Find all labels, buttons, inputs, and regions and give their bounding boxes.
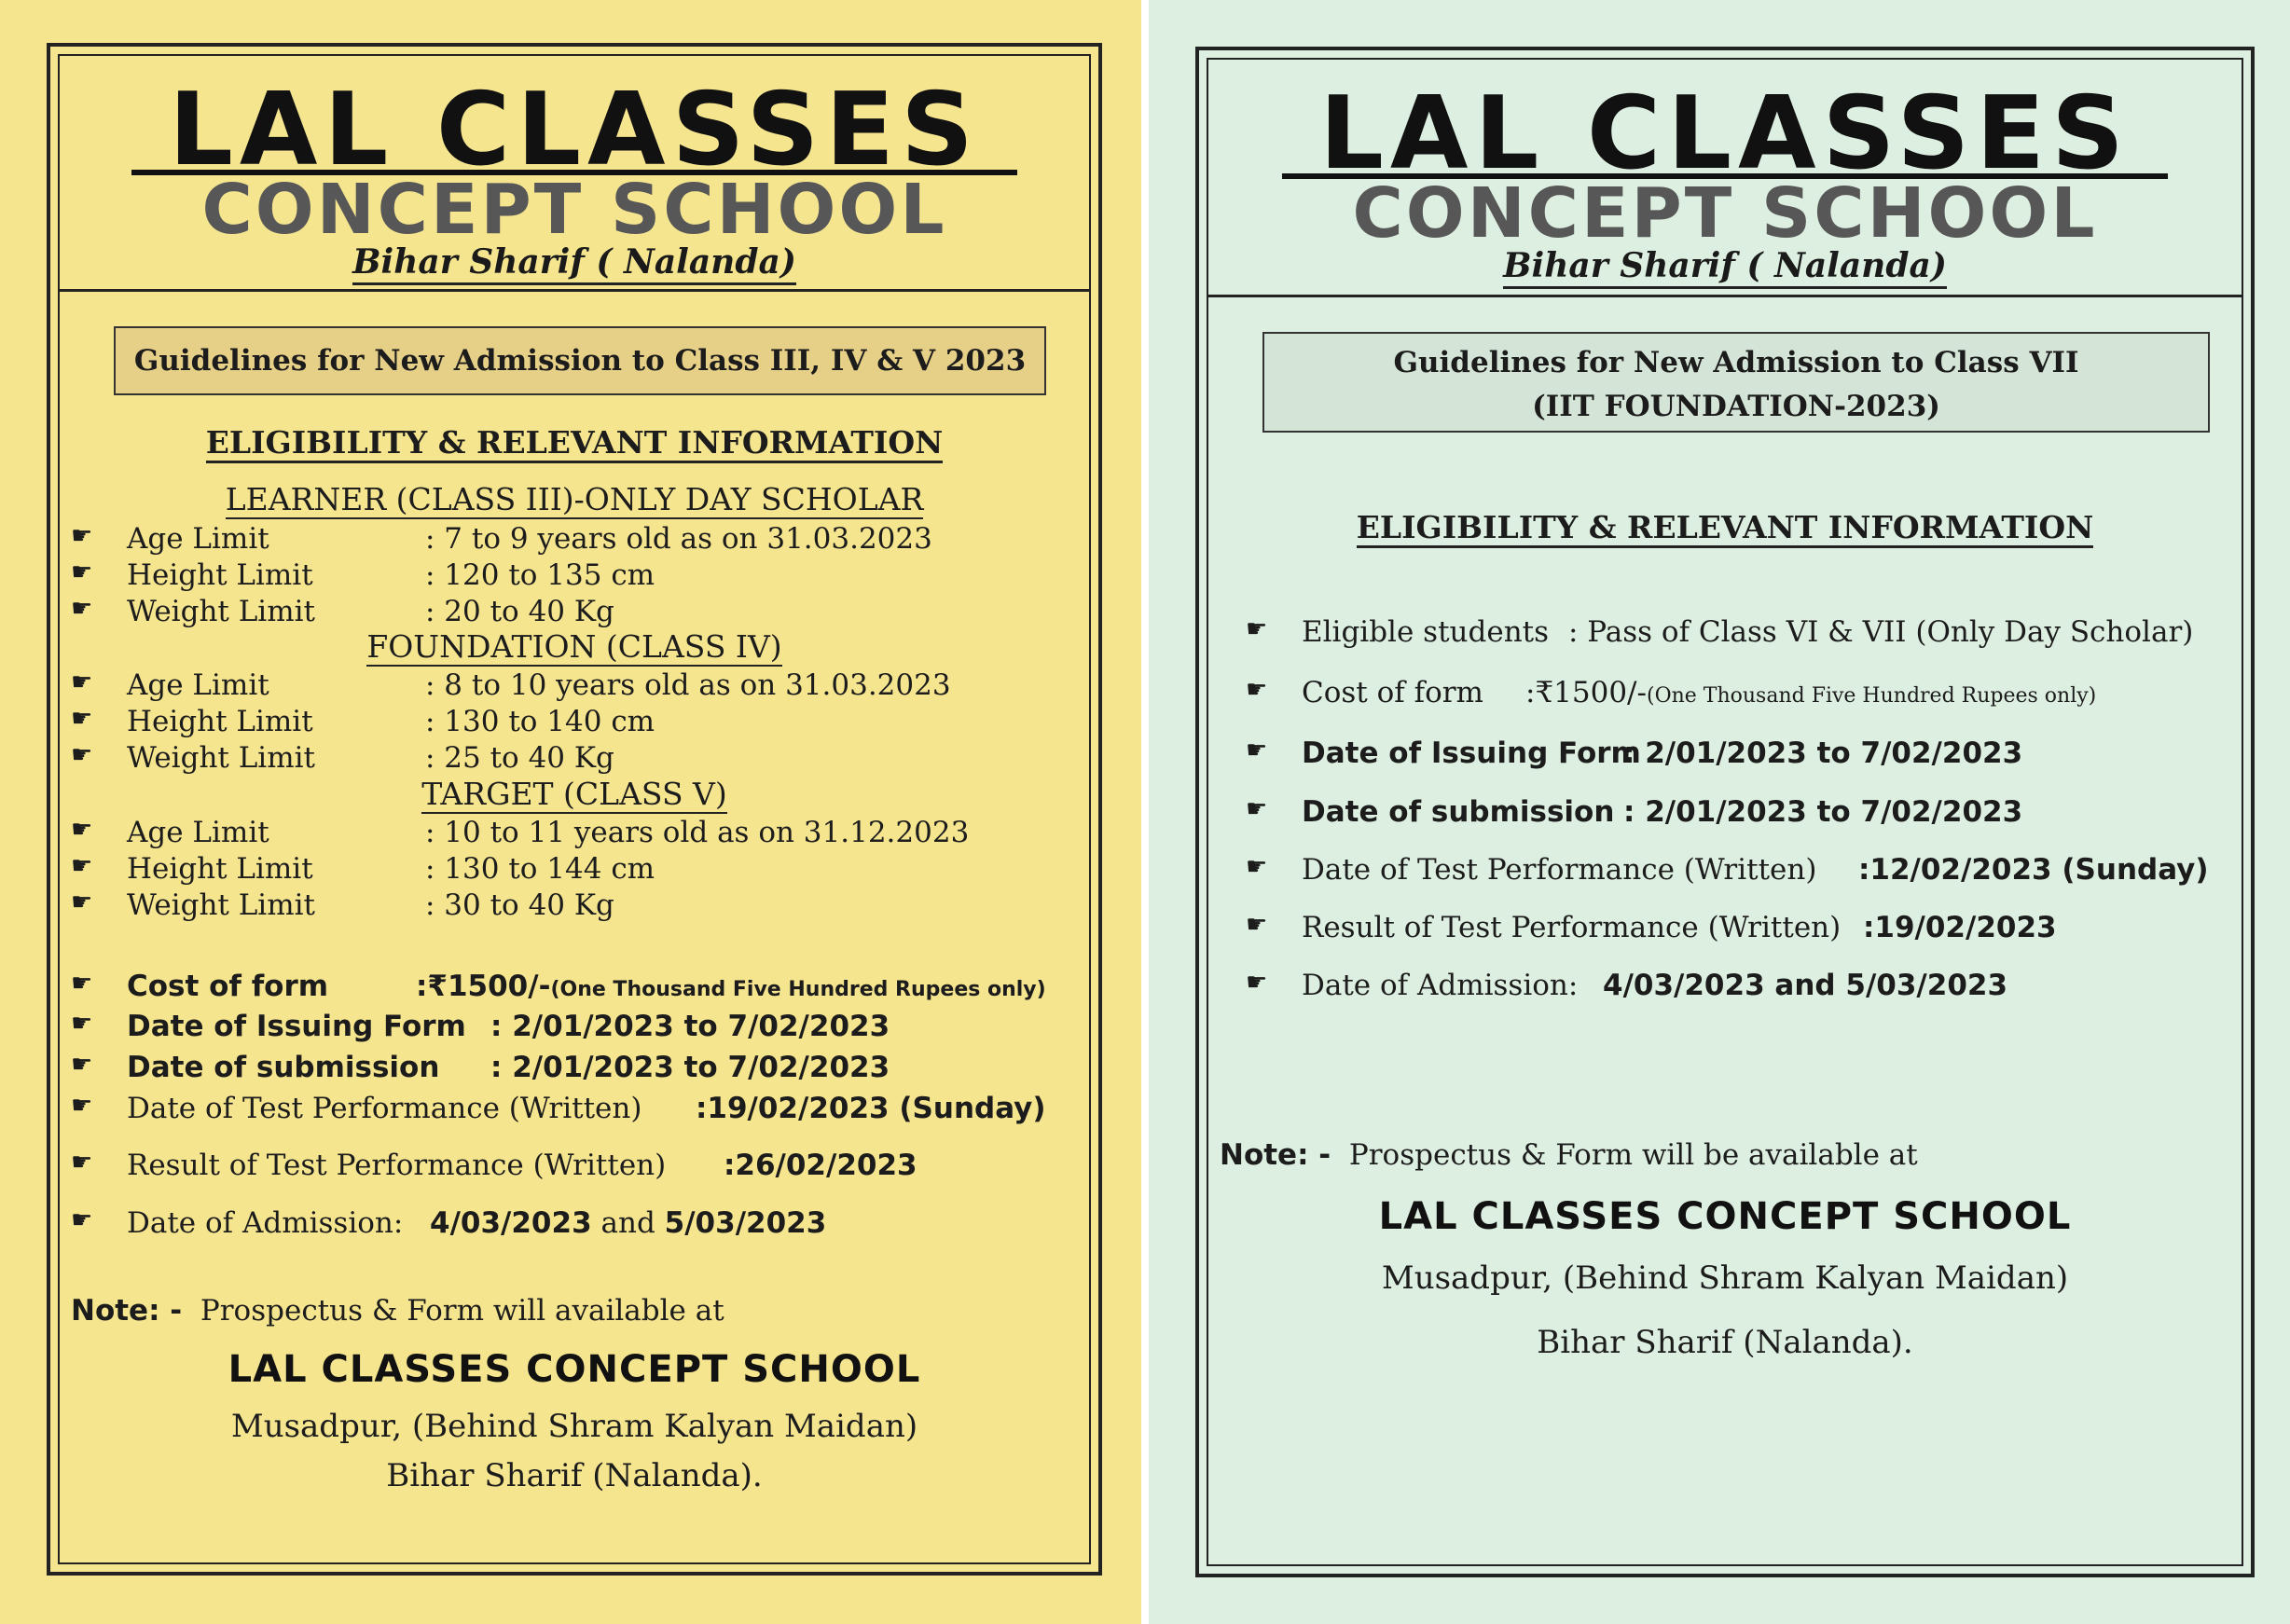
pointing-hand-icon: ☛ bbox=[71, 888, 93, 916]
left-section-heading bbox=[60, 776, 1089, 812]
pointing-hand-icon: ☛ bbox=[71, 1149, 93, 1177]
left-guideline-box: Guidelines for New Admission to Class III, IV & V 2023 bbox=[114, 326, 1046, 395]
left-title: LAL CLASSES bbox=[169, 72, 980, 188]
left-issue-row bbox=[71, 1010, 1078, 1047]
test-label: Date of Test Performance (Written) bbox=[127, 1092, 642, 1125]
right-test-row bbox=[1246, 853, 2230, 890]
eligible-value: : Pass of Class VI & VII (Only Day Scholar) bbox=[1568, 615, 2194, 649]
row-label: Height Limit bbox=[127, 852, 313, 886]
right-issue-row bbox=[1246, 736, 2230, 774]
right-frame bbox=[1195, 47, 2255, 1577]
row-value: : 120 to 135 cm bbox=[425, 558, 655, 592]
pointing-hand-icon: ☛ bbox=[71, 970, 93, 998]
left-place-text: Bihar Sharif ( Nalanda) bbox=[352, 242, 796, 285]
right-place bbox=[1208, 246, 2242, 285]
left-row bbox=[71, 816, 1078, 853]
left-section-heading bbox=[60, 481, 1089, 517]
cost-value-group bbox=[1525, 676, 2096, 709]
test-value: :12/02/2023 (Sunday) bbox=[1858, 853, 2209, 887]
submission-value: : 2/01/2023 to 7/02/2023 bbox=[490, 1051, 890, 1084]
left-row bbox=[71, 852, 1078, 889]
issue-label: Date of Issuing Form bbox=[127, 1010, 466, 1043]
issue-value: : 2/01/2023 to 7/02/2023 bbox=[1623, 736, 2023, 770]
right-subtitle: CONCEPT SCHOOL bbox=[1352, 173, 2098, 254]
test-label: Date of Test Performance (Written) bbox=[1302, 853, 1817, 887]
submission-label: Date of submission bbox=[1302, 795, 1615, 829]
note-text: Prospectus & Form will available at bbox=[200, 1294, 724, 1328]
pointing-hand-icon: ☛ bbox=[71, 1092, 93, 1120]
left-result-row bbox=[71, 1149, 1078, 1186]
cost-note: (One Thousand Five Hundred Rupees only) bbox=[550, 978, 1046, 1001]
right-school-name: LAL CLASSES CONCEPT SCHOOL bbox=[1378, 1195, 2072, 1238]
left-inner-frame bbox=[58, 54, 1091, 1564]
left-admission-row bbox=[71, 1206, 1078, 1244]
right-submission-row bbox=[1246, 795, 2230, 833]
left-row bbox=[71, 888, 1078, 926]
left-row bbox=[71, 522, 1078, 559]
right-title: LAL CLASSES bbox=[1319, 76, 2131, 192]
pointing-hand-icon: ☛ bbox=[1246, 853, 1268, 881]
admission-label: Date of Admission: bbox=[1302, 969, 1579, 1002]
left-note bbox=[71, 1294, 724, 1328]
result-label: Result of Test Performance (Written) bbox=[1302, 911, 1842, 944]
right-place-text: Bihar Sharif ( Nalanda) bbox=[1503, 246, 1947, 289]
left-row bbox=[71, 705, 1078, 742]
note-label: Note: - bbox=[71, 1294, 183, 1328]
result-value: :26/02/2023 bbox=[724, 1149, 917, 1182]
pointing-hand-icon: ☛ bbox=[1246, 969, 1268, 997]
cost-label: Cost of form bbox=[1302, 676, 1483, 709]
left-flyer bbox=[0, 0, 1141, 1624]
note-label: Note: - bbox=[1220, 1138, 1331, 1172]
right-address-1: Musadpur, (Behind Shram Kalyan Maidan) bbox=[1381, 1259, 2069, 1297]
right-header bbox=[1208, 60, 2242, 297]
row-value: : 130 to 144 cm bbox=[425, 852, 655, 886]
right-eligible-row bbox=[1246, 615, 2230, 653]
left-header bbox=[60, 56, 1089, 292]
left-place bbox=[60, 242, 1089, 282]
pointing-hand-icon: ☛ bbox=[1246, 676, 1268, 704]
note-text: Prospectus & Form will be available at bbox=[1348, 1138, 1918, 1172]
admission-values bbox=[430, 1206, 826, 1240]
row-label: Age Limit bbox=[127, 816, 269, 849]
cost-value-group bbox=[416, 970, 1046, 1003]
left-section2-heading: FOUNDATION (CLASS IV) bbox=[366, 628, 782, 665]
pointing-hand-icon: ☛ bbox=[1246, 615, 1268, 643]
row-label: Height Limit bbox=[127, 705, 313, 738]
right-note bbox=[1220, 1138, 1918, 1172]
right-result-row bbox=[1246, 911, 2230, 948]
result-value: :19/02/2023 bbox=[1863, 911, 2057, 944]
left-row bbox=[71, 595, 1078, 632]
pointing-hand-icon: ☛ bbox=[1246, 795, 1268, 823]
pointing-hand-icon: ☛ bbox=[71, 558, 93, 586]
row-value: : 7 to 9 years old as on 31.03.2023 bbox=[425, 522, 932, 556]
row-label: Weight Limit bbox=[127, 888, 315, 922]
left-test-row bbox=[71, 1092, 1078, 1129]
left-section-heading bbox=[60, 628, 1089, 665]
cost-note: (One Thousand Five Hundred Rupees only) bbox=[1646, 684, 2097, 708]
admission-value: 4/03/2023 and 5/03/2023 bbox=[1603, 969, 2008, 1002]
right-eligibility-text: ELIGIBILITY & RELEVANT INFORMATION bbox=[1357, 509, 2094, 548]
left-cost-row bbox=[71, 970, 1078, 1007]
left-eligibility-text: ELIGIBILITY & RELEVANT INFORMATION bbox=[206, 424, 944, 463]
pointing-hand-icon: ☛ bbox=[1246, 911, 1268, 939]
guideline-line-2: (IIT FOUNDATION-2023) bbox=[1532, 389, 1940, 423]
pointing-hand-icon: ☛ bbox=[71, 816, 93, 844]
right-cost-row bbox=[1246, 676, 2230, 713]
admission-label: Date of Admission: bbox=[127, 1206, 404, 1240]
left-subtitle: CONCEPT SCHOOL bbox=[201, 170, 947, 250]
left-row bbox=[71, 668, 1078, 706]
issue-value: : 2/01/2023 to 7/02/2023 bbox=[490, 1010, 890, 1043]
left-submission-row bbox=[71, 1051, 1078, 1088]
right-flyer bbox=[1149, 0, 2290, 1624]
left-row bbox=[71, 558, 1078, 596]
row-value: : 10 to 11 years old as on 31.12.2023 bbox=[425, 816, 970, 849]
row-value: : 25 to 40 Kg bbox=[425, 741, 614, 775]
cost-label: Cost of form bbox=[127, 970, 329, 1003]
row-value: : 20 to 40 Kg bbox=[425, 595, 614, 628]
issue-label: Date of Issuing Form bbox=[1302, 736, 1641, 770]
pointing-hand-icon: ☛ bbox=[71, 705, 93, 733]
right-eligibility-heading bbox=[1208, 509, 2242, 545]
pointing-hand-icon: ☛ bbox=[71, 522, 93, 550]
admission-and: and bbox=[600, 1206, 655, 1240]
pointing-hand-icon: ☛ bbox=[71, 668, 93, 696]
right-inner-frame bbox=[1207, 58, 2243, 1566]
pointing-hand-icon: ☛ bbox=[71, 1051, 93, 1079]
pointing-hand-icon: ☛ bbox=[71, 852, 93, 880]
left-row bbox=[71, 741, 1078, 778]
left-address-1: Musadpur, (Behind Shram Kalyan Maidan) bbox=[230, 1408, 918, 1445]
row-value: : 130 to 140 cm bbox=[425, 705, 655, 738]
guideline-line-1: Guidelines for New Admission to Class VII bbox=[1393, 346, 2079, 379]
right-address-2: Bihar Sharif (Nalanda). bbox=[1537, 1324, 1913, 1361]
left-section1-heading: LEARNER (CLASS III)-ONLY DAY SCHOLAR bbox=[225, 481, 924, 517]
row-label: Age Limit bbox=[127, 522, 269, 556]
pointing-hand-icon: ☛ bbox=[71, 1010, 93, 1038]
right-guideline-box bbox=[1262, 332, 2210, 433]
cost-value: :₹1500/- bbox=[1525, 676, 1647, 709]
submission-label: Date of submission bbox=[127, 1051, 440, 1084]
result-label: Result of Test Performance (Written) bbox=[127, 1149, 667, 1182]
pointing-hand-icon: ☛ bbox=[71, 595, 93, 623]
admission-date-2: 5/03/2023 bbox=[664, 1206, 827, 1240]
pointing-hand-icon: ☛ bbox=[1246, 736, 1268, 764]
pointing-hand-icon: ☛ bbox=[71, 1206, 93, 1234]
row-label: Weight Limit bbox=[127, 741, 315, 775]
left-section3-heading: TARGET (CLASS V) bbox=[421, 776, 727, 812]
row-value: : 30 to 40 Kg bbox=[425, 888, 614, 922]
left-address-2: Bihar Sharif (Nalanda). bbox=[386, 1457, 763, 1494]
eligible-label: Eligible students bbox=[1302, 615, 1550, 649]
pointing-hand-icon: ☛ bbox=[71, 741, 93, 769]
row-label: Weight Limit bbox=[127, 595, 315, 628]
left-eligibility-heading bbox=[60, 424, 1089, 461]
left-school-name: LAL CLASSES CONCEPT SCHOOL bbox=[228, 1348, 921, 1391]
row-label: Age Limit bbox=[127, 668, 269, 702]
right-admission-row bbox=[1246, 969, 2230, 1006]
cost-value: :₹1500/- bbox=[416, 970, 551, 1003]
left-frame bbox=[47, 43, 1102, 1576]
test-value: :19/02/2023 (Sunday) bbox=[696, 1092, 1046, 1125]
row-label: Height Limit bbox=[127, 558, 313, 592]
row-value: : 8 to 10 years old as on 31.03.2023 bbox=[425, 668, 951, 702]
admission-date-1: 4/03/2023 bbox=[430, 1206, 592, 1240]
submission-value: : 2/01/2023 to 7/02/2023 bbox=[1623, 795, 2023, 829]
